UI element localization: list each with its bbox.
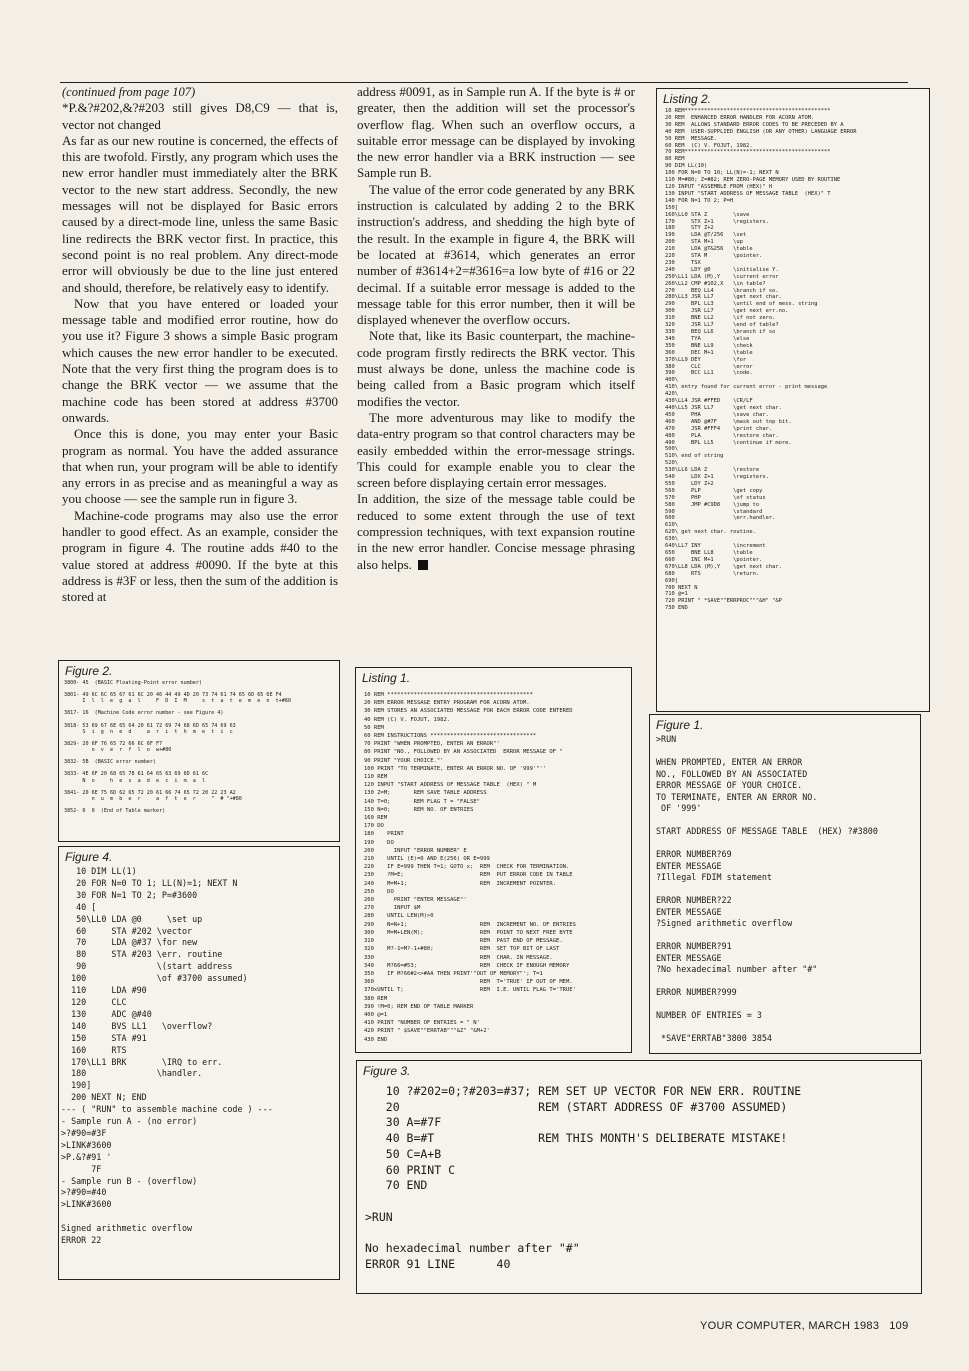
figure-1-output: >RUN WHEN PROMPTED, ENTER AN ERROR NO., FOLLOWED BY AN ASSOCIATED ERROR MESSAGE OF YOUR CHOICE. TO TERMINATE, ENTER AN ERROR NO. OF '999' START ADDRESS OF MESSAGE TABLE (HEX) ?#3800 ERROR NUMBER?69 ENTER MESSAGE ?Illegal FDIM statement ERROR NUMBER?22 ENTER MESSAGE ?Signed arithmetic overflow ERROR NUMBER?91 ENTER MESSAGE ?No hexadecimal number after "#" ERROR NUMBER?999 NUMBER OF ENTRIES = 3 *SAVE"ERRTAB"3800 3854 bbox=[656, 734, 878, 1043]
figure-4-title: Figure 4. bbox=[65, 850, 113, 864]
paragraph: Now that you have entered or loaded your message table and modified error routine, how do you use it? Figure 3 shows a simple Basic program which causes the new error handler to be executed. Note that the very first thing the program does is to change the BRK vector — we assume that the machine code has been stored at address #3700 onwards. bbox=[62, 295, 338, 425]
page-number: 109 bbox=[889, 1320, 909, 1332]
end-of-article-mark bbox=[418, 560, 428, 570]
paragraph: The more adventurous may like to modify the data-entry program so that control characters may be easily embedded within the error-message strings. This could for example enable you to clear the screen before displaying certain error messages. bbox=[357, 409, 635, 491]
listing-1-title: Listing 1. bbox=[362, 671, 411, 685]
figure-2-dump: 3800- 45 (BASIC Floating-Point error number) 3801- 49 6C 6C 65 67 61 6C 20 46 44 49 4D 20 73 74 61 74 65 6D 65 6E F4 I l l e g a l F D I M s t a t e m e n t+#80 3817- 16 (Machine Code error number - see Figure 4) 3818- 53 69 67 6E 65 64 20 61 72 69 74 68 6D 65 74 69 63 S i g n e d a r i t h m e t i c 3829- 20 6F 76 65 72 66 6C 6F F7 o v e r f l o w+#80 3832- 5B (BASIC error number) 3833- 4E 6F 20 68 65 78 61 64 65 63 69 6D 61 6C N o h e x a d e c i m a l 3841- 20 6E 75 6D 62 65 72 20 61 66 74 65 72 20 22 23 A2 n u m b e r a f t e r " # "+#80 3852- 0 0 (End of Table marker) bbox=[64, 680, 291, 814]
paragraph: Note that, like its Basic counterpart, the machine-code program firstly redirects the BRK vector. This must always be done, unless the machine code is being called from a Basic program which itself modifies the vector. bbox=[357, 328, 635, 409]
article-column-1 bbox=[62, 84, 338, 606]
paragraph: As far as our new routine is concerned, the effects of this are twofold. Firstly, any program which uses the new error handler must immediately alter the BRK vector to the new start address. Secondly, the new messages will not be displayed for Basic errors caused by a direct-mode line, unless the same Basic line redirects the BRK vector first. In practice, this second point is no real problem. Any direct-mode error will obviously be due to the line just entered and should, therefore, be relatively easy to identify. bbox=[62, 132, 338, 295]
figure-3-code: 10 ?#202=0;?#203=#37; REM SET UP VECTOR FOR NEW ERR. ROUTINE 20 REM (START ADDRESS OF #3700 ASSUMED) 30 A=#7F 40 B=#T REM THIS MONTH'S DELIBERATE MISTAKE! 50 C=A+B 60 PRINT C 70 END >RUN No hexadecimal number after "#" ERROR 91 LINE 40 bbox=[365, 1084, 802, 1271]
listing-1 bbox=[355, 667, 632, 1053]
figure-3-title: Figure 3. bbox=[363, 1064, 411, 1078]
continued-note: (continued from page 107) bbox=[62, 85, 196, 99]
figure-4-code: 10 DIM LL(1) 20 FOR N=0 TO 1; LL(N)=1; NEXT N 30 FOR N=1 TO 2; P=#3600 40 [ 50\LL0 LDA @0 \set up 60 STA #202 \vector 70 LDA @#37 \for new 80 STA #203 \err. routine 90 \(start address 100 \of #3700 assumed) 110 LDA #90 120 CLC 130 ADC @#40 140 BVS LL1 \overflow? 150 STA #91 160 RTS 170\LL1 BRK \IRQ to err. 180 \handler. 190] 200 NEXT N; END --- ( "RUN" to assemble machine code ) --- - Sample run A - (no error) >?#90=#3F >LINK#3600 >P.&?#91 ' 7F - Sample run B - (overflow) >?#90=#40 >LINK#3600 Signed arithmetic overflow ERROR 22 bbox=[61, 866, 273, 1246]
listing-2-title: Listing 2. bbox=[663, 92, 712, 106]
paragraph: In addition, the size of the message table could be reduced to some extent through the use of text compression techniques, with text expansion routine in the new error handler. Concise message phrasing also helps. bbox=[357, 491, 635, 572]
paragraph: Machine-code programs may also use the error handler to good effect. As an example, consider the program in figure 4. The routine adds #40 to the value stored at address #0090. If the byte at this address is #3F or less, then the sum of the addition is stored at bbox=[62, 507, 338, 605]
paragraph: *P.&?#202,&?#203 still gives D8,C9 — that is, vector not changed bbox=[62, 100, 338, 132]
listing-2-code: 10 REM********************************************* 20 REM ENHANCED ERROR HANDLER FOR ACORN ATOM. 30 REM ALLOWS STANDARD ERROR CODES TO BE PRECEDED BY A 40 REM USER-SUPPLIED ENGLISH (OR ANY OTHER) LANGUAGE ERROR 50 REM MESSAGE. 60 REM (C) V. FOJUT, 1982. 70 REM********************************************* 80 REM 90 DIM LL(10) 100 FOR N=0 TO 10; LL(N)=-1; NEXT N 110 M=#80; Z=#82; REM ZERO-PAGE MEMORY USED BY ROUTINE 120 INPUT "ASSEMBLE FROM (HEX)" H 130 INPUT "START ADDRESS OF MESSAGE TABLE (HEX)" T 140 FOR N=1 TO 2; P=H 150[ 160\LL0 STA Z \save 170 STX Z+1 \registers. 180 STY Z+2 190 LDA @T/256 \set 200 STA M+1 \up 210 LDA @T&256 \table 220 STA M \pointer. 230 TSX 240 LDY @0 \initialise Y. 250\LL1 LDA (M),Y \current error 260\LL2 CMP #102,X \in table? 270 BEQ LL4 \branch if so. 280\LL3 JSR LL7 \get next char. 290 BPL LL3 \until end of mess. string 300 JSR LL7 \get next err.no. 310 BNE LL2 \if not zero. 320 JSR LL7 \end of table? 330 BEQ LL6 \branch if so 340 TYA \else 350 BNE LL9 \check 360 DEC M+1 \table 370\LL9 DEY \for 380 CLC \error 390 BCC LL1 \code. 400\ 410\ entry found for current error - print message 420\ 430\LL4 JSR #FFED \CR/LF 440\LL5 JSR LL7 \get next char. 450 PHA \save char. 460 AND @#7F \mask out top bit. 470 JSR #FFF4 \print char. 480 PLA \restore char. 490 BPL LL5 \continue if more. 500\ 510\ end of string 520\ 530\LL6 LDA Z \restore 540 LDX Z+1 \registers. 550 LDY Z+2 560 PLP \get copy 570 PHP \of status 580 JMP #C9D8 \jump to 590 \standard 600 \err.handler. 610\ 620\ get next char. routine. 630\ 640\LL7 INY \increment 650 BNE LL8 \table 660 INC M+1 \pointer. 670\LL8 LDA (M),Y \get next char. 680 RTS \return. 690] 700 NEXT N 710 @=1 720 PRINT " *SAVE""ERRPROC"""&H" "&P 730 END bbox=[665, 108, 857, 612]
listing-2 bbox=[656, 88, 930, 712]
figure-2-title: Figure 2. bbox=[65, 664, 113, 678]
figure-1-title: Figure 1. bbox=[656, 718, 704, 732]
paragraph: The value of the error code generated by any BRK instruction is calculated by adding 2 to the BRK instruction's address, and shedding the high byte of the result. In the example in figure 4, the BRK will be located at #3614, which generates an error number of #3614+2=#3616=a low byte of #16 or 22 decimal. If a suitable error message is added to the message table for this error number, then it will be displayed whenever the overflow occurs. bbox=[357, 181, 635, 328]
top-rule bbox=[60, 82, 908, 83]
paragraph: address #0091, as in Sample run A. If the byte is # or greater, then the addition will set the processor's overflow flag. When such an overflow occurs, a suitable error message can be displayed by invoking the new error handler via a BRK instruction — see Sample run B. bbox=[357, 84, 635, 181]
figure-2 bbox=[58, 660, 340, 842]
figure-3 bbox=[356, 1060, 922, 1294]
figure-4 bbox=[58, 846, 340, 1280]
article-column-2 bbox=[357, 84, 635, 573]
paragraph: Once this is done, you may enter your Basic program as normal. You have the added assurance that when run, your program will be able to identify any errors in as precise and as meaningful a way as you choose — see the sample run in figure 3. bbox=[62, 426, 338, 507]
magazine-issue: YOUR COMPUTER, MARCH 1983 bbox=[700, 1320, 880, 1332]
listing-1-code: 10 REM ******************************************** 20 REM ERROR MESSAGE ENTRY PROGRAM FOR ACORN ATOM. 30 REM STORES AN ASSOCIATED MESSAGE FOR EACH ERROR CODE ENTERED 40 REM (C) V. FOJUT, 1982. 50 REM 60 REM INSTRUCTIONS ******************************** 70 PRINT "WHEN PROMPTED, ENTER AN ERROR"' 80 PRINT "NO., FOLLOWED BY AN ASSOCIATED ERROR MESSAGE OF " 90 PRINT "YOUR CHOICE."' 100 PRINT "TO TERMINATE, ENTER AN ERROR NO. OF '999'"'' 110 REM 120 INPUT "START ADDRESS OF MESSAGE TABLE (HEX) " M 130 Z=M; REM SAVE TABLE ADDRESS 140 T=0; REM FLAG T = "FALSE" 150 N=0; REM NO. OF ENTRIES 160 REM 170 DO 180 PRINT 190 DO 200 INPUT "ERROR NUMBER" E 210 UNTIL (E)=0 AND E(256) OR E=999 220 IF E=999 THEN T=1; GOTO x; REM CHECK FOR TERMINATION. 230 ?M=E; REM PUT ERROR CODE IN TABLE 240 M=M+1; REM INCREMENT POINTER. 250 DO 260 PRINT "ENTER MESSAGE"' 270 INPUT $M 280 UNTIL LEN(M)>0 290 N=N+1; REM INCREMENT NO. OF ENTRIES 300 M=M+LEN(M); REM POINT TO NEXT FREE BYTE 310 REM PAST END OF MESSAGE. 320 M?-1=M?-1+#80; REM SET TOP BIT OF LAST 330 REM CHAR. IN MESSAGE. 340 M?66=#53; REM CHECK IF ENOUGH MEMORY 350 IF M?66#2<>#AA THEN PRINT'"OUT OF MEMORY"'; T=1 360 REM T='TRUE' IF OUT OF MEM. 370xUNTIL T; REM I.E. UNTIL FLAG T='TRUE' 380 REM 390 !M=0; REM END OF TABLE MARKER 400 @=1 410 PRINT "NUMBER OF ENTRIES = " N' 420 PRINT " $SAVE""ERRTAB"""&Z" "&M+2' 430 END bbox=[364, 692, 576, 1043]
page-footer bbox=[700, 1320, 909, 1332]
figure-1 bbox=[649, 714, 921, 1054]
